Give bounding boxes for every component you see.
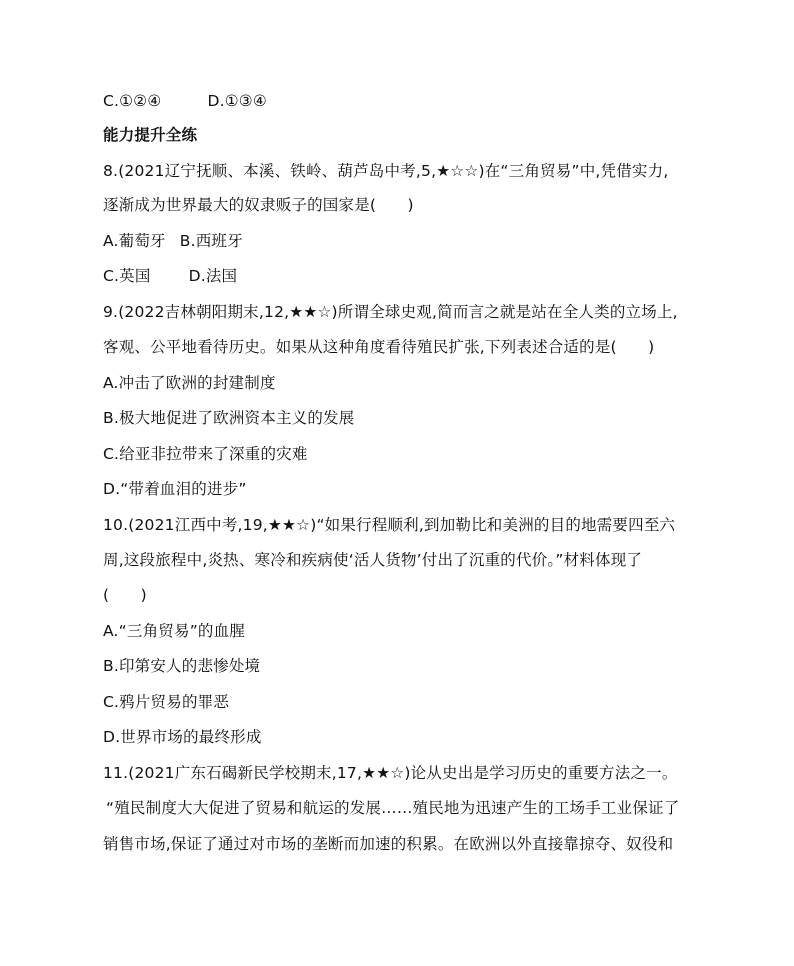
q7-option-c[interactable]: C.①②④ xyxy=(103,92,162,110)
q8-stem-line-1: 8.(2021辽宁抚顺、本溪、铁岭、葫芦岛中考,5,★☆☆)在“三角贸易”中,凭借实力, xyxy=(103,162,669,180)
q8-option-d[interactable]: D.法国 xyxy=(188,267,238,285)
q9-stem-line-1: 9.(2022吉林朝阳期末,12,★★☆)所谓全球史观,简而言之就是站在全人类的立场上, xyxy=(103,303,678,321)
q9-option-b[interactable]: B.极大地促进了欧洲资本主义的发展 xyxy=(103,409,355,427)
q9-option-a[interactable]: A.冲击了欧洲的封建制度 xyxy=(103,374,276,392)
section-title: 能力提升全练 xyxy=(103,126,198,144)
q10-option-a[interactable]: A.“三角贸易”的血腥 xyxy=(103,622,246,640)
q10-option-c[interactable]: C.鸦片贸易的罪恶 xyxy=(103,693,230,711)
q10-stem-line-3: ( ) xyxy=(103,586,147,604)
q10-stem-line-1: 10.(2021江西中考,19,★★☆)“如果行程顺利,到加勒比和美洲的目的地需要四至六 xyxy=(103,516,676,534)
q11-quote-line-1: “殖民制度大大促进了贸易和航运的发展……殖民地为迅速产生的工场手工业保证了 xyxy=(106,799,680,817)
q10-stem-line-2: 周,这段旅程中,炎热、寒冷和疾病使‘活人货物’付出了沉重的代价。”材料体现了 xyxy=(103,551,643,569)
q11-quote-line-2: 销售市场,保证了通过对市场的垄断而加速的积累。在欧洲以外直接靠掠夺、奴役和 xyxy=(103,835,674,853)
q8-options-row-1 xyxy=(103,230,243,252)
q7-options-row xyxy=(103,90,267,112)
q9-stem-line-2: 客观、公平地看待历史。如果从这种角度看待殖民扩张,下列表述合适的是( ) xyxy=(103,338,655,356)
q8-option-b[interactable]: B.西班牙 xyxy=(179,232,243,250)
q9-option-c[interactable]: C.给亚非拉带来了深重的灾难 xyxy=(103,445,308,463)
q10-option-b[interactable]: B.印第安人的悲惨处境 xyxy=(103,657,261,675)
q11-stem-line-1: 11.(2021广东石碣新民学校期末,17,★★☆)论从史出是学习历史的重要方法之一。 xyxy=(103,764,678,782)
q9-option-d[interactable]: D.“带着血泪的进步” xyxy=(103,480,247,498)
q7-option-d[interactable]: D.①③④ xyxy=(207,92,267,110)
q8-options-row-2 xyxy=(103,265,237,287)
q8-option-a[interactable]: A.葡萄牙 xyxy=(103,232,166,250)
q8-option-c[interactable]: C.英国 xyxy=(103,267,151,285)
q8-stem-line-2: 逐渐成为世界最大的奴隶贩子的国家是( ) xyxy=(103,196,414,214)
q10-option-d[interactable]: D.世界市场的最终形成 xyxy=(103,728,262,746)
